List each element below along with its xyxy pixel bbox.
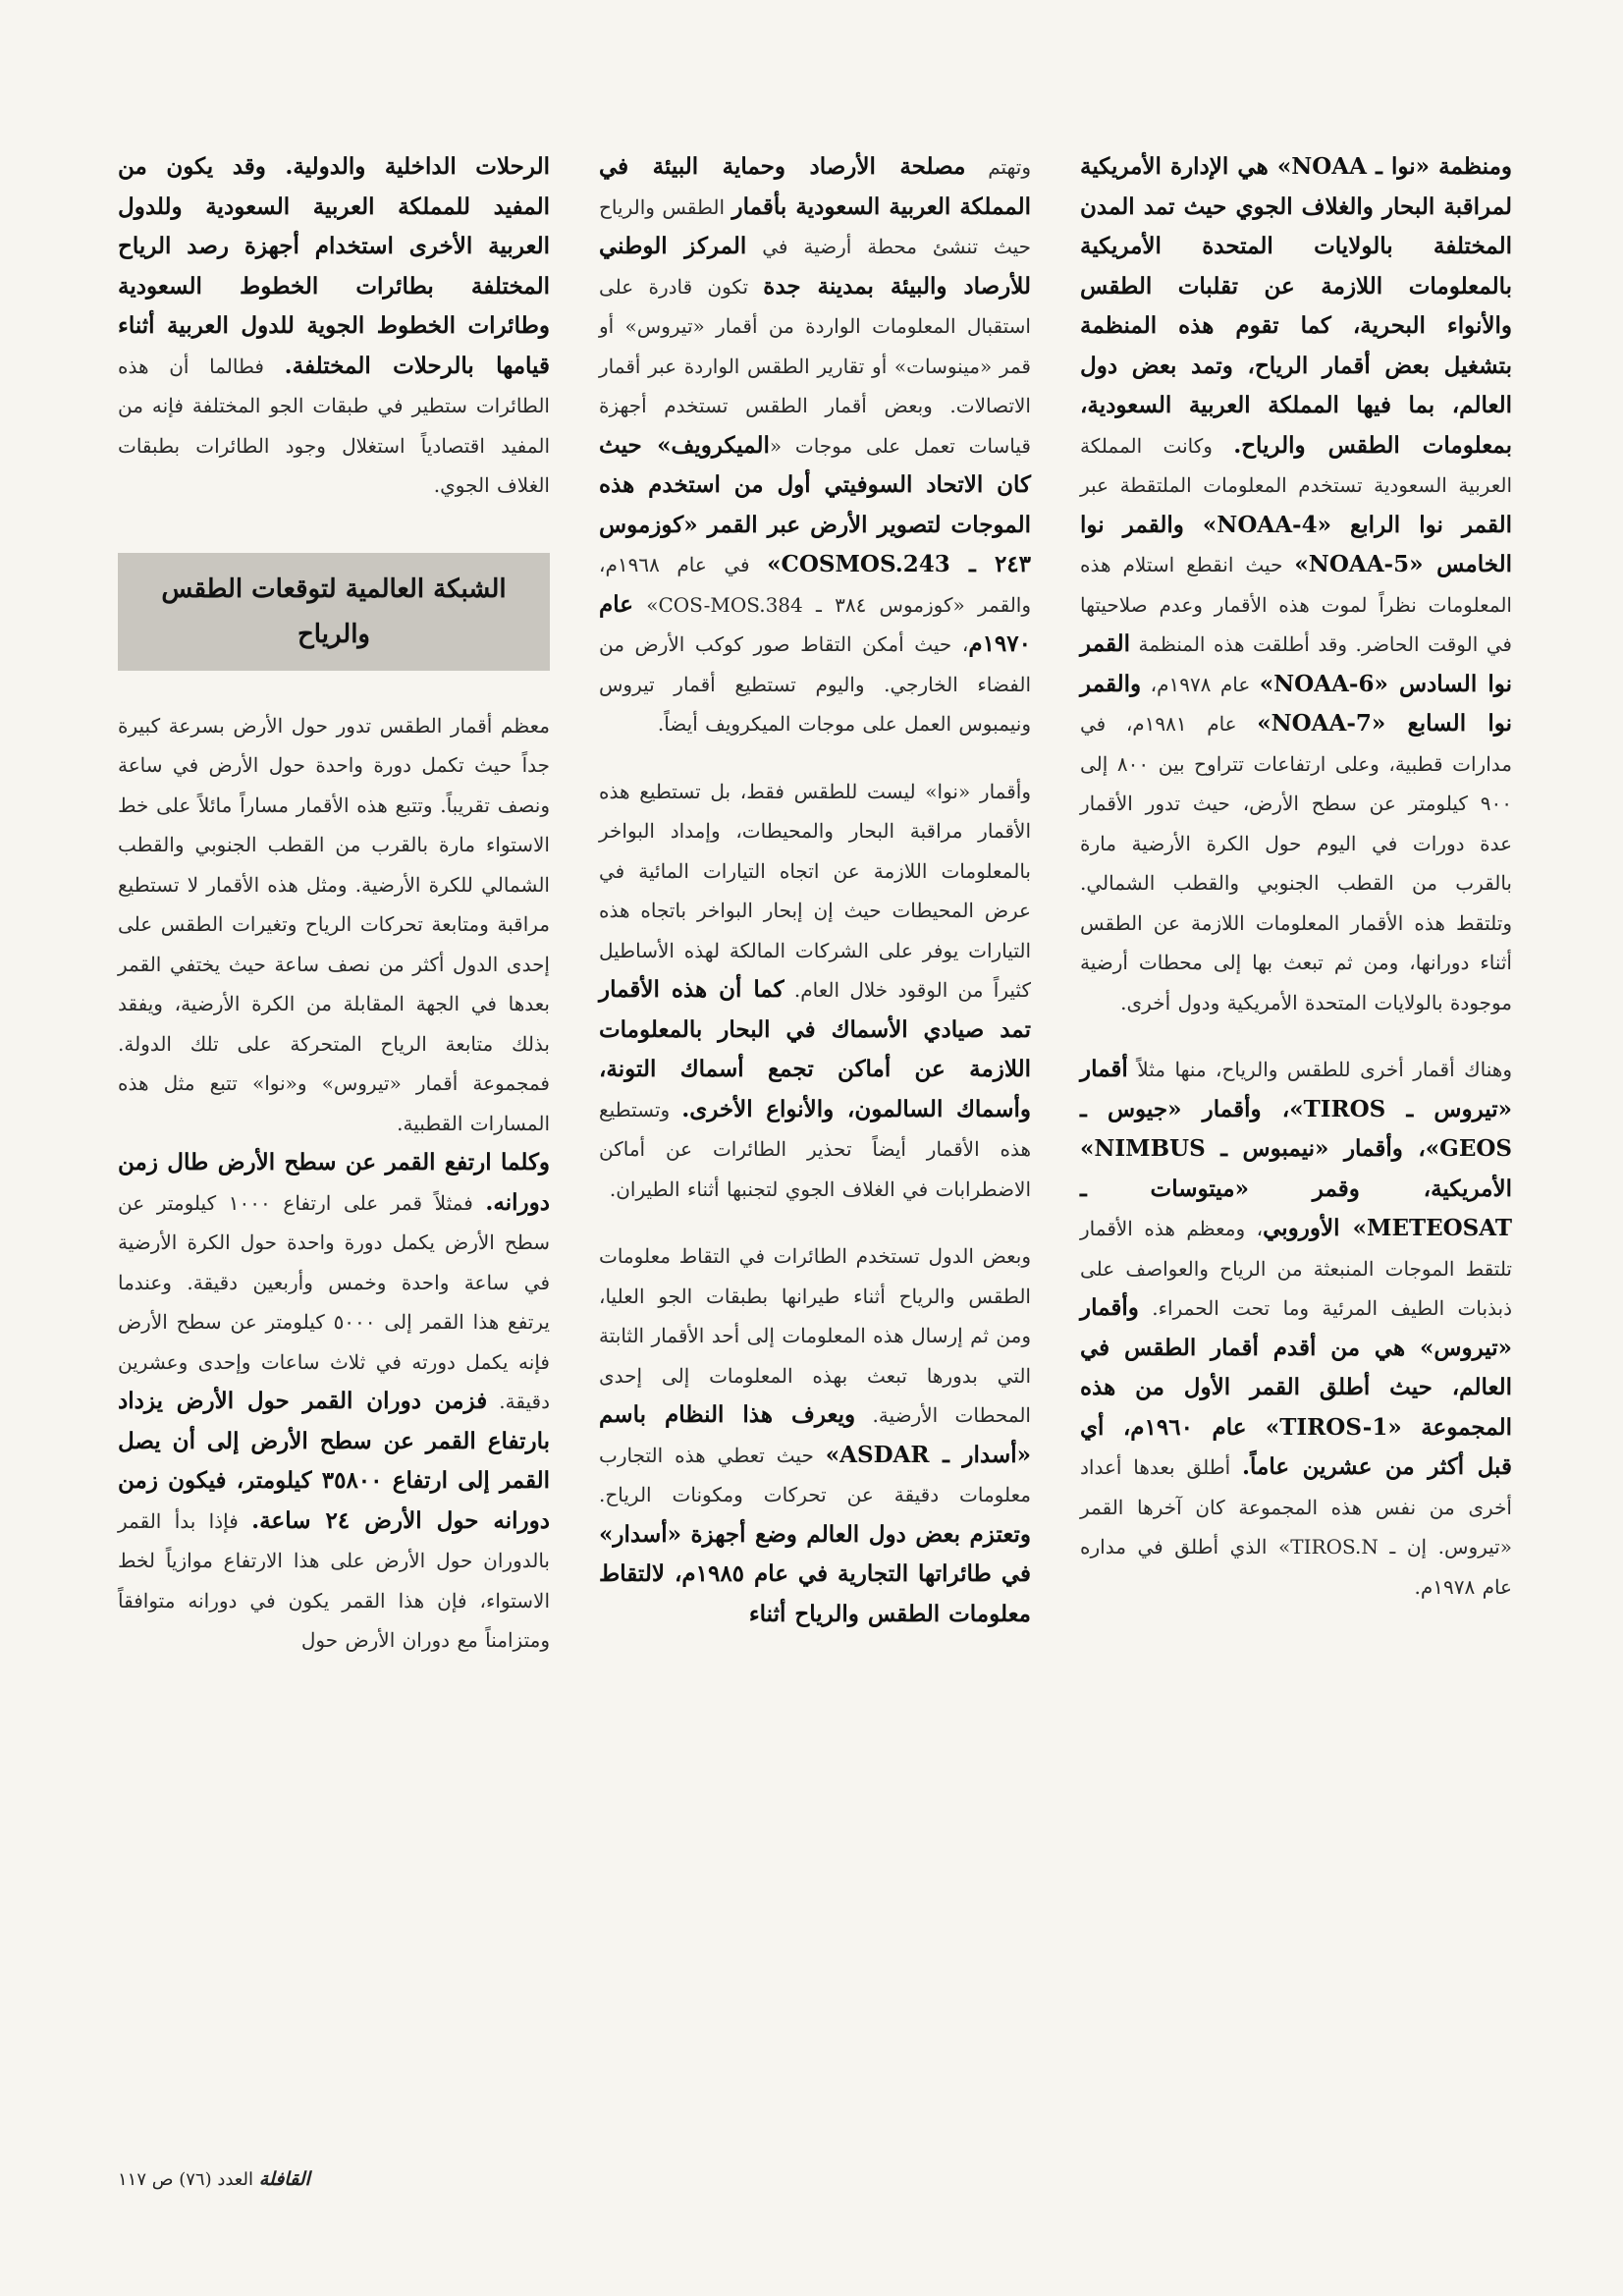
- article-paragraph: [118, 147, 550, 506]
- text-run: ، حيث أمكن التقاط صور كوكب الأرض من الفضاء الخارجي. واليوم تستطيع أقمار تيروس ونيمبوس العمل على موجات الميكرويف أيضاً.: [599, 632, 1031, 736]
- bold-text-run: وتعتزم بعض دول العالم وضع أجهزة «أسدار» في طائراتها التجارية في عام ١٩٨٥م، لالتقاط معلومات الطقس والرياح أثناء: [599, 1520, 1031, 1627]
- bold-text-run: وأقمار «تيروس» هي من أقدم أقمار الطقس في العالم، حيث أطلق القمر الأول من هذه المجموعة «TIROS-1» عام ١٩٦٠م، أي قبل أكثر من عشرين عاماً.: [1080, 1294, 1512, 1480]
- text-run: عام ١٩٨١م، في مدارات قطبية، وعلى ارتفاعات تتراوح بين ٨٠٠ إلى ٩٠٠ كيلومتر عن سطح الأرض، حيث تدور الأقمار عدة دورات في اليوم حول الكرة الأرضية مارة بالقرب من القطب الجنوبي والقطب الشمالي. وتلتقط هذه الأقمار المعلومات اللازمة عن الطقس أثناء دورانها، ومن ثم تبعث بها إلى محطات أرضية موجودة بالولايات المتحدة الأمريكية ودول أخرى.: [1080, 712, 1513, 1014]
- bold-text-run: المركز الوطني للأرصاد والبيئة بمدينة جدة: [599, 233, 1032, 300]
- column-right: [1080, 147, 1512, 2160]
- magazine-name: القافلة: [258, 2168, 310, 2190]
- article-paragraph: [118, 1143, 550, 1661]
- bold-text-run: الميكرويف» حيث كان الاتحاد السوفيتي أول من استخدم هذه الموجات لتصوير الأرض عبر القمر «كوزموس ٢٤٣ ـ COSMOS.243»: [599, 431, 1031, 577]
- bold-text-run: والقمر نوا السابع «NOAA-7»: [1080, 670, 1512, 737]
- text-run: تكون قادرة على استقبال المعلومات الواردة من أقمار «تيروس» أو قمر «مينوسات» أو تقارير الطقس الواردة عبر أقمار الاتصالات. وبعض أقمار الطقس تستخدم أجهزة قياسات تعمل على موجات «: [599, 274, 1031, 458]
- bold-text-run: كما أن هذه الأقمار تمد صيادي الأسماك في البحار بالمعلومات اللازمة عن أماكن تجمع أسماك التونة، وأسماك السالمون، والأنواع الأخرى.: [599, 976, 1031, 1122]
- bold-text-run: أقمار «تيروس ـ TIROS»، وأقمار «جيوس ـ GEOS»، وأقمار «نيمبوس ـ NIMBUS» الأمريكية، وقمر «ميتوسات ـ METEOSAT» الأوروبي: [1080, 1056, 1513, 1241]
- section-heading-box: [118, 553, 550, 671]
- bold-text-run: فزمن دوران القمر حول الأرض يزداد بارتفاع القمر عن سطح الأرض إلى أن يصل القمر إلى ارتفاع ٣٥٨٠٠ كيلومتر، فيكون زمن دورانه حول الأرض ٢٤ ساعة.: [118, 1388, 550, 1534]
- text-run: معظم أقمار الطقس تدور حول الأرض بسرعة كبيرة جداً حيث تكمل دورة واحدة حول الأرض في ساعة ونصف تقريباً. وتتبع هذه الأقمار مساراً مائلاً على خط الاستواء مارة بالقرب من القطب الجنوبي والقطب الشمالي للكرة الأرضية. ومثل هذه الأقمار لا تستطيع مراقبة ومتابعة تحركات الرياح وتغيرات الطقس على إحدى الدول أكثر من نصف ساعة حيث يختفي القمر بعدها في الجهة المقابلة من الكرة الأرضية، ويفقد بذلك متابعة الرياح المتحركة على تلك الدولة. فمجموعة أقمار «تيروس» و«نوا» تتبع مثل هذه المسارات القطبية.: [118, 713, 550, 1135]
- article-paragraph: [599, 1236, 1031, 1634]
- text-run: وتهتم: [965, 155, 1031, 179]
- article-paragraph: [599, 772, 1031, 1210]
- article-page: [118, 147, 1512, 2160]
- text-run: ، ومعظم هذه الأقمار تلتقط الموجات المنبعثة من الرياح والعواصف على ذبذبات الطيف المرئية وما تحت الحمراء.: [1080, 1217, 1512, 1320]
- text-run: فطالما أن هذه الطائرات ستطير في طبقات الجو المختلفة فإنه من المفيد اقتصادياً استغلال وجود الطائرات بطبقات الغلاف الجوي.: [118, 354, 550, 497]
- text-run: حيث تعطي هذه التجارب معلومات دقيقة عن تحركات ومكونات الرياح.: [599, 1443, 1031, 1506]
- text-run: أطلق بعدها أعداد أخرى من نفس هذه المجموعة كان آخرها القمر «تيروس. إن ـ TIROS.N» الذي أطلق في مداره عام ١٩٧٨م.: [1080, 1455, 1512, 1599]
- page-footer: [118, 2168, 310, 2190]
- issue-page-number: العدد (٧٦) ص ١١٧: [118, 2169, 253, 2190]
- text-run: وتستطيع هذه الأقمار أيضاً تحذير الطائرات عن أماكن الاضطرابات في الغلاف الجوي لتجنبها أثناء الطيران.: [599, 1097, 1031, 1201]
- article-paragraph: [1080, 1050, 1512, 1607]
- column-middle: [599, 147, 1031, 2160]
- text-run: وأقمار «نوا» ليست للطقس فقط، بل تستطيع هذه الأقمار مراقبة البحار والمحيطات، وإمداد البواخر بالمعلومات اللازمة عن اتجاه التيارات المائية في عرض المحيطات حيث إن إبحار البواخر باتجاه هذه التيارات يوفر على الشركات المالكة لهذه الأساطيل كثيراً من الوقود خلال العام.: [599, 779, 1031, 1002]
- text-run: وكانت المملكة العربية السعودية تستخدم المعلومات الملتقطة عبر: [1080, 433, 1512, 497]
- bold-text-run: مصلحة الأرصاد وحماية البيئة في المملكة العربية السعودية بأقمار: [599, 153, 1031, 220]
- bold-text-run: وكلما ارتفع القمر عن سطح الأرض طال زمن دورانه.: [118, 1149, 550, 1216]
- article-paragraph: [1080, 147, 1512, 1022]
- text-run: فإذا بدأ القمر بالدوران حول الأرض على هذا الارتفاع موازياً لخط الاستواء، فإن هذا القمر يكون في دورانه متوافقاً ومتزامناً مع دوران الأرض حول: [118, 1508, 550, 1652]
- text-run: وبعض الدول تستخدم الطائرات في التقاط معلومات الطقس والرياح أثناء طيرانها بطبقات الجو العليا، ومن ثم إرسال هذه المعلومات إلى أحد الأقمار الثابتة التي بدورها تبعث بهذه المعلومات إلى إحدى المحطات الأرضية.: [599, 1244, 1031, 1427]
- bold-text-run: القمر نوا السادس «NOAA-6»: [1080, 630, 1512, 697]
- text-run: عام ١٩٧٨م،: [1141, 672, 1260, 696]
- bold-text-run: القمر نوا الرابع «NOAA-4» والقمر نوا الخامس «NOAA-5»: [1080, 511, 1513, 577]
- text-run: في عام ١٩٦٨م، والقمر «كوزموس ٣٨٤ ـ COS-MOS.384»: [599, 553, 1032, 617]
- text-run: الطقس والرياح حيث تنشئ محطة أرضية في: [599, 194, 1031, 258]
- bold-text-run: عام ١٩٧٠م: [599, 590, 1031, 657]
- bold-text-run: ويعرف هذا النظام باسم «أسدار ـ ASDAR»: [599, 1401, 1031, 1468]
- article-paragraph: [118, 706, 550, 1144]
- text-run: وهناك أقمار أخرى للطقس والرياح، منها مثلاً: [1127, 1058, 1512, 1081]
- text-run: حيث انقطع استلام هذه المعلومات نظراً لموت هذه الأقمار وعدم صلاحيتها في الوقت الحاضر. وقد أطلقت هذه المنظمة: [1080, 553, 1512, 656]
- article-paragraph: [599, 147, 1031, 744]
- bold-text-run: ومنظمة «نوا ـ NOAA» هي الإدارة الأمريكية لمراقبة البحار والغلاف الجوي حيث تمد المدن المختلفة بالولايات المتحدة الأمريكية بالمعلومات اللازمة عن تقلبات الطقس والأنواء البحرية، كما تقوم هذه المنظمة بتشغيل بعض أقمار الرياح، وتمد بعض دول العالم، بما فيها المملكة العربية السعودية، بمعلومات الطقس والرياح.: [1080, 153, 1513, 459]
- text-run: فمثلاً قمر على ارتفاع ١٠٠٠ كيلومتر عن سطح الأرض يكمل دورة واحدة حول الكرة الأرضية في ساعة واحدة وخمس وأربعين دقيقة. وعندما يرتفع هذا القمر إلى ٥٠٠٠ كيلومتر عن سطح الأرض فإنه يكمل دورته في ثلاث ساعات وإحدى وعشرين دقيقة.: [118, 1190, 550, 1413]
- section-heading: الشبكة العالمية لتوقعات الطقس والرياح: [161, 574, 507, 649]
- column-left: [118, 147, 550, 2160]
- bold-text-run: الرحلات الداخلية والدولية. وقد يكون من المفيد للمملكة العربية السعودية وللدول العربية الأخرى استخدام أجهزة رصد الرياح المختلفة بطائرات الخطوط السعودية وطائرات الخطوط الجوية للدول العربية أثناء قيامها بالرحلات المختلفة.: [118, 153, 550, 379]
